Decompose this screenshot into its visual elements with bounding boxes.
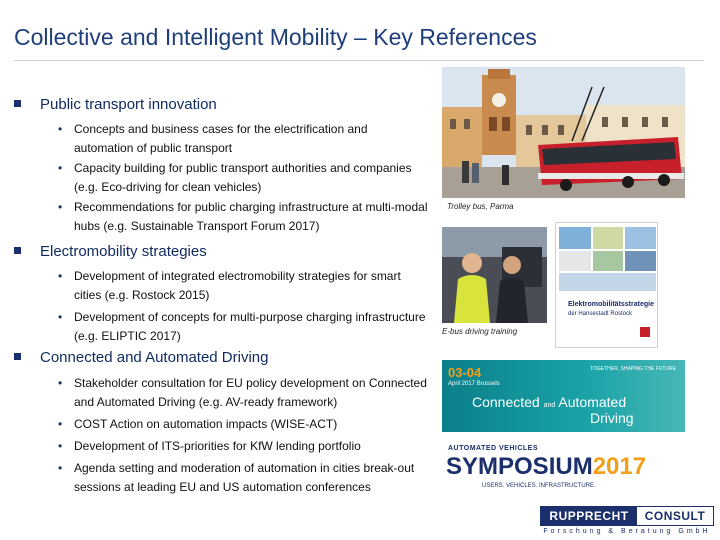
section-heading-text: Public transport innovation xyxy=(40,96,217,113)
logo-part1: RUPPRECHT xyxy=(541,507,637,525)
dot-bullet-icon: • xyxy=(58,461,63,475)
symposium-line1: AUTOMATED VEHICLES xyxy=(448,445,539,452)
dot-bullet-icon: • xyxy=(58,376,63,390)
dot-bullet-icon: • xyxy=(58,269,63,283)
section-heading-text: Connected and Automated Driving xyxy=(40,349,269,366)
rostock-logo-icon xyxy=(640,327,650,337)
cover-subtitle: der Hansestadt Rostock xyxy=(568,311,633,317)
bullet-list-public-transport xyxy=(58,120,428,236)
av-symposium-logo xyxy=(442,443,685,493)
conference-date: 03-04 xyxy=(448,365,482,380)
caption-training: E-bus driving training xyxy=(442,327,518,336)
square-bullet-icon xyxy=(14,100,21,107)
dot-bullet-icon: • xyxy=(58,310,63,324)
trolley-bus-illustration xyxy=(442,67,685,198)
cad-conference-banner xyxy=(442,360,685,432)
list-item: • Development of integrated electromobility strategies for smart cities (e.g. Rostock 2015) xyxy=(58,269,401,302)
symposium-tagline: USERS. VEHICLES. INFRASTRUCTURE. xyxy=(482,483,596,489)
logo-subtitle: Forschung & Beratung GmbH xyxy=(543,528,711,535)
list-item: • Recommendations for public charging infrastructure at multi-modal hubs (e.g. Sustainable Transport Forum 2017) xyxy=(58,200,428,233)
list-item: • Concepts and business cases for the electrification and automation of public transport xyxy=(58,122,368,155)
bullet-list-electromobility xyxy=(58,267,428,346)
list-item: • Capacity building for public transport authorities and companies (e.g. Eco-driving for clean vehicles) xyxy=(58,161,412,194)
square-bullet-icon xyxy=(14,247,21,254)
symposium-line2: SYMPOSIUM2017 xyxy=(446,453,647,480)
list-item: • Development of ITS-priorities for KfW lending portfolio xyxy=(58,437,428,456)
conference-name: Connected and Automated xyxy=(472,394,627,410)
cover-collage xyxy=(557,225,658,295)
dot-bullet-icon: • xyxy=(58,161,63,175)
square-bullet-icon xyxy=(14,353,21,360)
dot-bullet-icon: • xyxy=(58,122,63,136)
conference-name-driving: Driving xyxy=(590,410,634,426)
rupprecht-consult-logo xyxy=(540,506,714,526)
ebus-training-photo xyxy=(442,227,547,323)
conference-month: April 2017 Brussels xyxy=(448,381,500,387)
trolley-bus-photo xyxy=(442,67,685,198)
dot-bullet-icon: • xyxy=(58,439,63,453)
section-heading-cad xyxy=(14,349,268,366)
strategy-cover xyxy=(555,222,658,348)
section-heading-public-transport xyxy=(14,96,217,113)
dot-bullet-icon: • xyxy=(58,200,63,214)
page-title: Collective and Intelligent Mobility – Key References xyxy=(14,24,537,50)
section-heading-electromobility xyxy=(14,243,207,260)
logo-part2: CONSULT xyxy=(644,509,706,523)
dot-bullet-icon: • xyxy=(58,417,63,431)
list-item: • Stakeholder consultation for EU policy development on Connected and Automated Driving (e.g. AV-ready framework) xyxy=(58,376,427,409)
list-item: • Agenda setting and moderation of automation in cities break-out sessions at leading EU and US automation conferences xyxy=(58,461,415,494)
section-heading-text: Electromobility strategies xyxy=(40,243,207,260)
training-illustration xyxy=(442,227,547,323)
list-item: • Development of concepts for multi-purpose charging infrastructure (e.g. ELIPTIC 2017) xyxy=(58,310,426,343)
title-divider xyxy=(14,60,704,61)
bullet-list-cad xyxy=(58,374,428,497)
conference-tagline: TOGETHER, SHAPING THE FUTURE xyxy=(590,366,676,372)
list-item: • COST Action on automation impacts (WISE-ACT) xyxy=(58,415,428,434)
caption-trolley: Trolley bus, Parma xyxy=(447,202,514,211)
cover-title: Elektromobilitätsstrategie xyxy=(568,301,654,308)
